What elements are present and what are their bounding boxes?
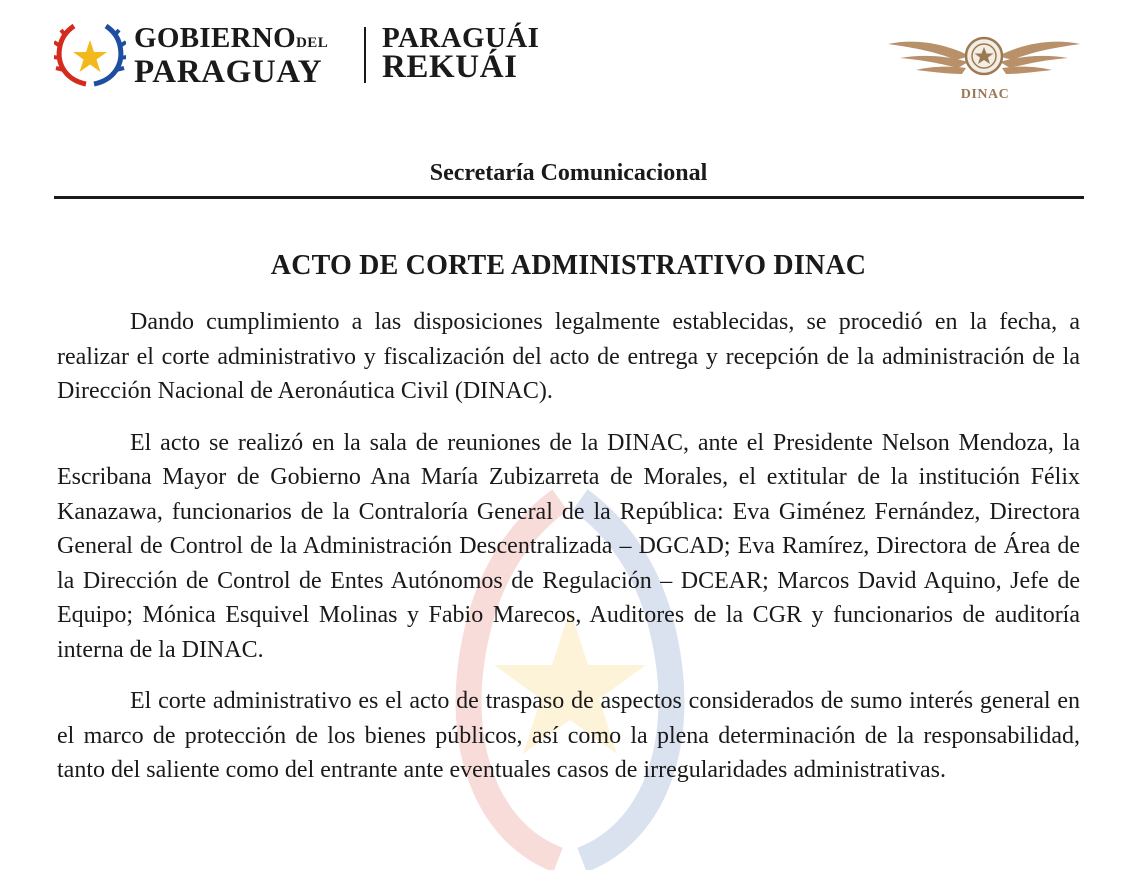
paraguay-wreath-star-icon [54, 22, 126, 88]
header-divider [364, 27, 366, 83]
rek-line2: REKUÁI [382, 49, 518, 85]
gov-wordmark [134, 22, 329, 90]
paragraph-1: Dando cumplimiento a las disposiciones legalmente establecidas, se procedió en la fecha, a realizar el corte administrativo y fiscalización del acto de entrega y recepción de la administración de la Dirección Nacional de Aeronáutica Civil (DINAC). [57, 309, 1080, 404]
gov-line1-small: DEL [295, 35, 329, 51]
gov-line1-big: GOBIERNO [134, 22, 296, 54]
paragraph-2: El acto se realizó en la sala de reuniones de la DINAC, ante el Presidente Nelson Mendoza, la Escribana Mayor de Gobierno Ana María Zubizarreta de Morales, el extitular de la institución Félix Kanazawa, funcionarios de la Contraloría General de la República: Eva Giménez Fernández, Directora General de Control de la Administración Descentralizada – DGCAD; Eva Ramírez, Directora de Área de la Dirección de Control de Entes Autónomos de Regulación – DCEAR; Marcos David Aquino, Jefe de Equipo; Mónica Esquivel Molinas y Fabio Marecos, Auditores de la CGR y funcionarios de auditoría interna de la DINAC. [57, 429, 1080, 663]
page-header [0, 0, 1125, 130]
document-title: ACTO DE CORTE ADMINISTRATIVO DINAC [270, 250, 867, 281]
gov-line2: PARAGUAY [134, 54, 323, 90]
section-title: Secretaría Comunicacional [429, 160, 708, 186]
rekuai-wordmark [382, 22, 540, 85]
paragraph-3: El corte administrativo es el acto de traspaso de aspectos considerados de sumo interés general en el marco de protección de los bienes públicos, así como la plena determinación de la responsabilidad, tanto del saliente como del entrante ante eventuales casos de irregularidades administrativas. [57, 688, 1080, 783]
rek-line1: PARAGUÁI [382, 22, 540, 54]
document-body [57, 305, 1080, 805]
header-rule [54, 196, 1084, 199]
dinac-wings-emblem-icon [886, 26, 1082, 86]
dinac-label: DINAC [960, 87, 1010, 102]
